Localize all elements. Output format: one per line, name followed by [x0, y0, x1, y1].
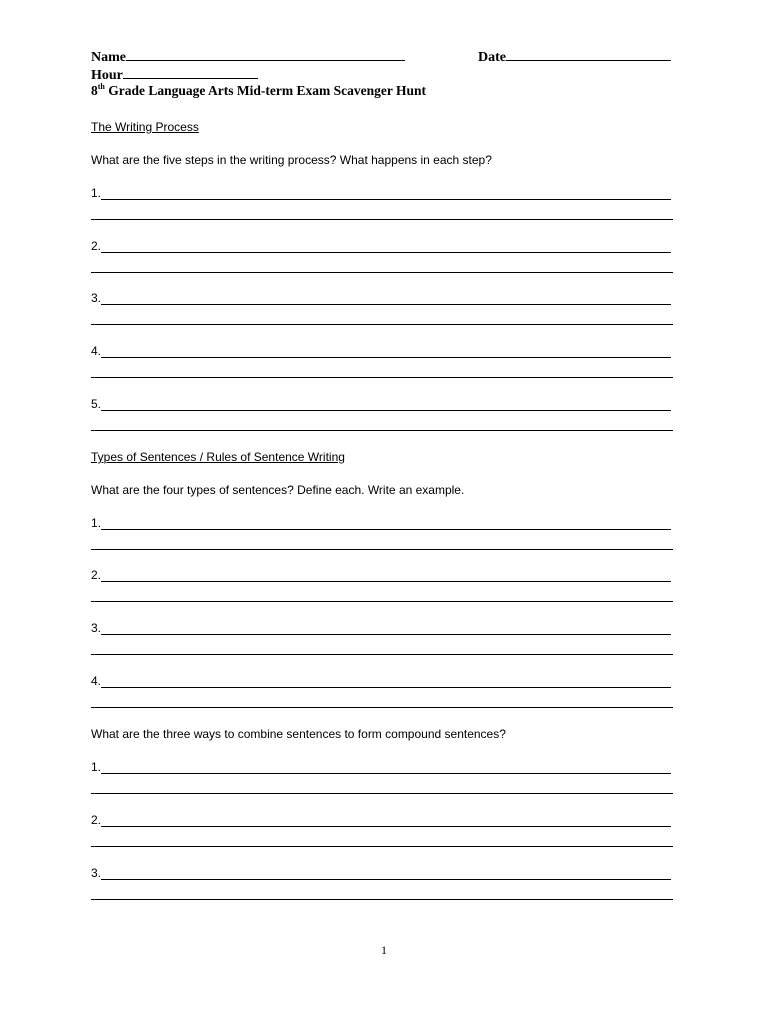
writing-process-question: What are the five steps in the writing process? What happens in each step?	[91, 153, 492, 167]
answer-line[interactable]	[101, 357, 671, 358]
answer-line[interactable]	[101, 773, 671, 774]
answer-line[interactable]	[91, 793, 673, 794]
title-grade: 8	[91, 83, 98, 98]
answer-line[interactable]	[101, 826, 671, 827]
answer-line[interactable]	[91, 430, 673, 431]
answer-line[interactable]	[91, 654, 673, 655]
answer-line[interactable]	[91, 219, 673, 220]
title-text: Grade Language Arts Mid-term Exam Scavenger Hunt	[104, 83, 426, 98]
answer-number: 4.	[91, 344, 102, 358]
name-blank[interactable]	[126, 48, 405, 61]
sentence-types-question: What are the four types of sentences? Define each. Write an example.	[91, 483, 465, 497]
answer-line[interactable]	[101, 410, 671, 411]
answer-number: 5.	[91, 397, 102, 411]
hour-blank[interactable]	[123, 66, 258, 79]
answer-line[interactable]	[91, 707, 673, 708]
answer-number: 1.	[91, 186, 102, 200]
answer-line[interactable]	[91, 846, 673, 847]
answer-line[interactable]	[101, 199, 671, 200]
answer-number: 2.	[91, 813, 102, 827]
title-superscript: th	[97, 81, 105, 91]
compound-sentences-question: What are the three ways to combine sentences to form compound sentences?	[91, 727, 506, 741]
date-blank[interactable]	[506, 48, 671, 61]
answer-number: 3.	[91, 866, 102, 880]
answer-line[interactable]	[101, 634, 671, 635]
answer-line[interactable]	[101, 529, 671, 530]
answer-number: 2.	[91, 239, 102, 253]
answer-line[interactable]	[91, 324, 673, 325]
writing-process-heading: The Writing Process	[91, 120, 199, 134]
answer-number: 1.	[91, 516, 102, 530]
answer-line[interactable]	[101, 879, 671, 880]
answer-line[interactable]	[91, 272, 673, 273]
answer-number: 4.	[91, 674, 102, 688]
date-label: Date	[478, 50, 506, 65]
sentence-types-heading: Types of Sentences / Rules of Sentence Writing	[91, 450, 345, 464]
answer-line[interactable]	[91, 899, 673, 900]
answer-line[interactable]	[101, 252, 671, 253]
hour-label: Hour	[91, 68, 123, 83]
answer-line[interactable]	[101, 687, 671, 688]
name-label: Name	[91, 50, 126, 65]
answer-line[interactable]	[101, 581, 671, 582]
answer-line[interactable]	[91, 377, 673, 378]
worksheet-title	[91, 83, 426, 99]
answer-line[interactable]	[101, 304, 671, 305]
hour-field[interactable]	[91, 66, 258, 84]
answer-number: 1.	[91, 760, 102, 774]
answer-line[interactable]	[91, 549, 673, 550]
answer-line[interactable]	[91, 601, 673, 602]
name-field[interactable]	[91, 48, 405, 66]
page-number: 1	[381, 943, 387, 957]
answer-number: 3.	[91, 291, 102, 305]
answer-number: 2.	[91, 568, 102, 582]
date-field[interactable]	[478, 48, 671, 66]
answer-number: 3.	[91, 621, 102, 635]
